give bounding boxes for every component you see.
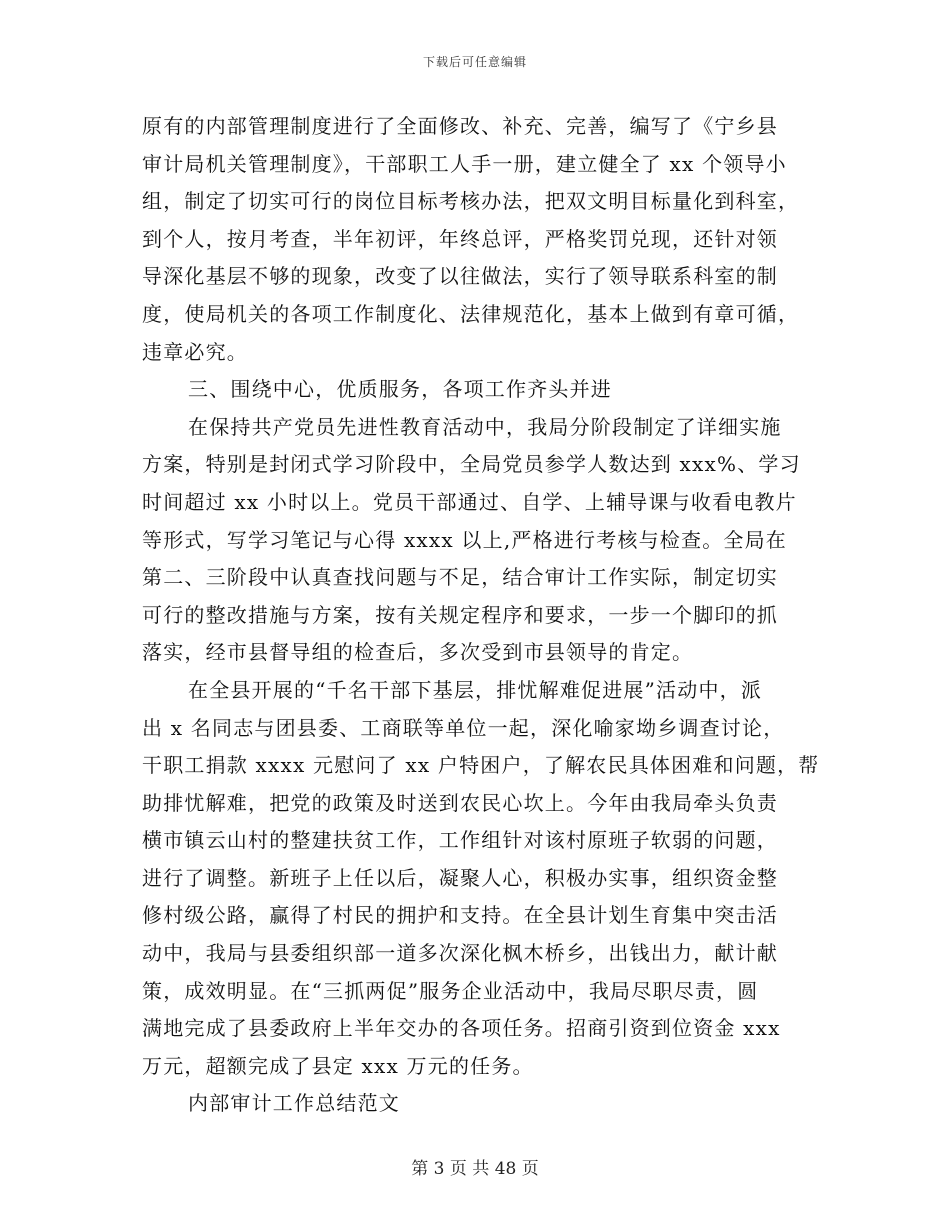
text-line: 到个人，按月考查，半年初评，年终总评，严格奖罚兑现，还针对领 [142, 226, 778, 251]
text-line: 在全县开展的“千名干部下基层，排忧解难促进展”活动中，派 [188, 677, 763, 702]
text-line: 落实，经市县督导组的检查后，多次受到市县领导的肯定。 [142, 640, 694, 665]
text-line: 方案，特别是封闭式学习阶段中，全局党员参学人数达到 xxx%、学习 [142, 452, 801, 477]
closing-title: 内部审计工作总结范文 [188, 1091, 400, 1116]
text-line: 助排忧解难，把党的政策及时送到农民心坎上。今年由我局牵头负责 [142, 790, 778, 815]
text-line: 可行的整改措施与方案，按有关规定程序和要求，一步一个脚印的抓 [142, 602, 778, 627]
page-label-suffix: 页 [521, 1159, 539, 1179]
total-pages: 48 [494, 1159, 517, 1179]
text-line: 满地完成了县委政府上半年交办的各项任务。招商引资到位资金 xxx [142, 1016, 781, 1041]
page-header: 下载后可任意编辑 [422, 55, 527, 69]
text-line: 横市镇云山村的整建扶贫工作，工作组针对该村原班子软弱的问题， [142, 828, 778, 853]
text-line: 修村级公路，赢得了村民的拥护和支持。在全县计划生育集中突击活 [142, 903, 778, 928]
text-line: 违章必究。 [142, 339, 248, 364]
page-footer [0, 1154, 950, 1179]
page-label-prefix: 第 [411, 1159, 429, 1179]
text-line: 进行了调整。新班子上任以后，凝聚人心，积极办实事，组织资金整 [142, 865, 778, 890]
text-line: 时间超过 xx 小时以上。党员干部通过、自学、上辅导课与收看电教片 [142, 489, 797, 514]
text-line: 原有的内部管理制度进行了全面修改、补充、完善，编写了《宁乡县 [142, 114, 778, 138]
document-body [142, 108, 820, 1123]
text-line: 度，使局机关的各项工作制度化、法律规范化，基本上做到有章可循， [142, 301, 800, 326]
text-line: 第二、三阶段中认真查找问题与不足，结合审计工作实际，制定切实 [142, 565, 778, 590]
text-line: 出 x 名同志与团县委、工商联等单位一起，深化喻家坳乡调查讨论， [142, 715, 785, 740]
section-heading: 三、围绕中心，优质服务，各项工作齐头并进 [188, 377, 612, 402]
page-number: 3 [433, 1159, 445, 1179]
text-line: 组，制定了切实可行的岗位目标考核办法，把双文明目标量化到科室， [142, 189, 800, 214]
text-line: 策，成效明显。在“三抓两促”服务企业活动中，我局尽职尽责，圆 [142, 978, 759, 1003]
text-line: 干职工捐款 xxxx 元慰问了 xx 户特困户，了解农民具体困难和问题，帮 [142, 753, 820, 778]
page-label-mid: 页 共 [449, 1159, 490, 1179]
text-line: 在保持共产党员先进性教育活动中，我局分阶段制定了详细实施 [188, 414, 782, 439]
text-line: 万元，超额完成了县定 xxx 万元的任务。 [142, 1053, 534, 1078]
text-line: 等形式，写学习笔记与心得 xxxx 以上,严格进行考核与检查。全局在 [142, 527, 787, 552]
text-line: 动中，我局与县委组织部一道多次深化枫木桥乡，出钱出力，献计献 [142, 941, 778, 966]
text-line: 导深化基层不够的现象，改变了以往做法，实行了领导联系科室的制 [142, 264, 778, 289]
text-line: 审计局机关管理制度》，干部职工人手一册，建立健全了 xx 个领导小 [142, 151, 787, 176]
